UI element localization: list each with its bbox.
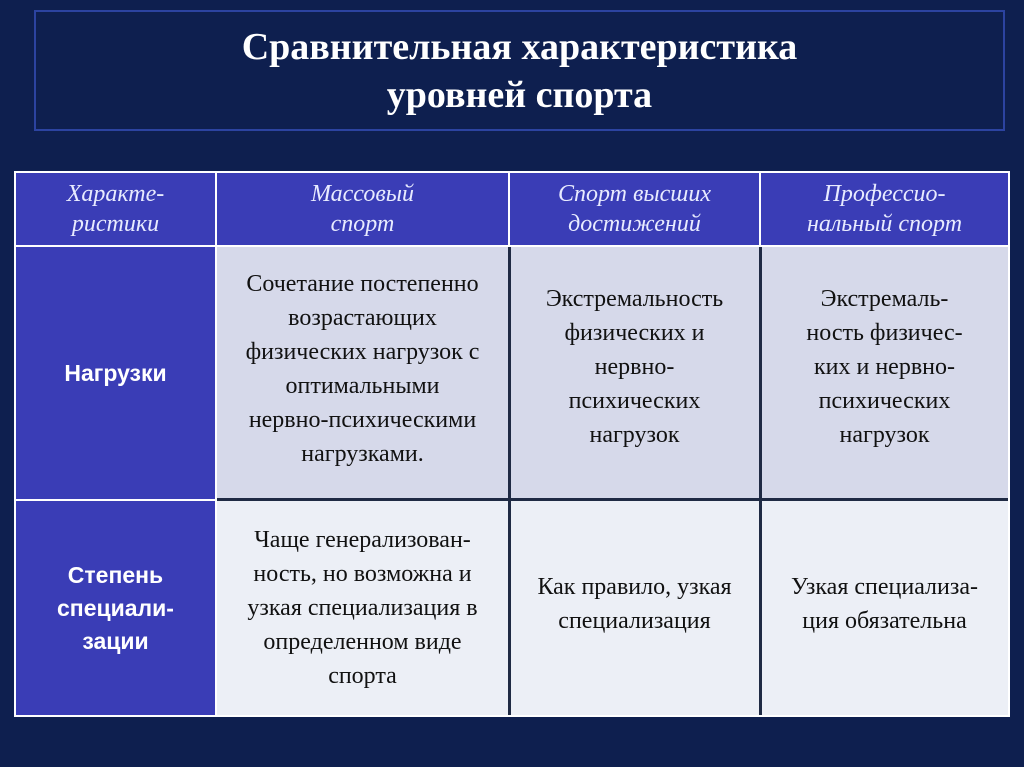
header-elite-sport: Спорт высших достижений [510,173,759,245]
cell-loads-elite-sport: Экстремальность физических и нервно- психических нагрузок [510,247,759,499]
header-characteristics: Характе- ристики [16,173,215,245]
cell-specialization-professional-sport: Узкая специализа- ция обязательна [761,501,1008,715]
grid-divider [217,498,1008,501]
slide-title-line-2: уровней спорта [386,73,653,116]
cell-specialization-elite-sport: Как правило, узкая специализация [510,501,759,715]
comparison-table [14,171,1010,717]
grid-divider [508,247,511,715]
header-professional-sport: Профессио- нальный спорт [761,173,1008,245]
grid-divider [759,247,762,715]
header-mass-sport: Массовый спорт [217,173,508,245]
row-label-specialization: Степень специали- зации [16,501,215,715]
row-label-loads: Нагрузки [16,247,215,499]
cell-specialization-mass-sport: Чаще генерализован- ность, но возможна и узкая специализация в определенном виде спорта [217,501,508,715]
slide-title [34,10,1005,131]
cell-loads-professional-sport: Экстремаль- ность физичес- ких и нервно- психических нагрузок [761,247,1008,499]
slide-title-line-1: Сравнительная характеристика [241,25,798,68]
cell-loads-mass-sport: Сочетание постепенно возрастающих физических нагрузок с оптимальными нервно-психическими нагрузками. [217,247,508,499]
